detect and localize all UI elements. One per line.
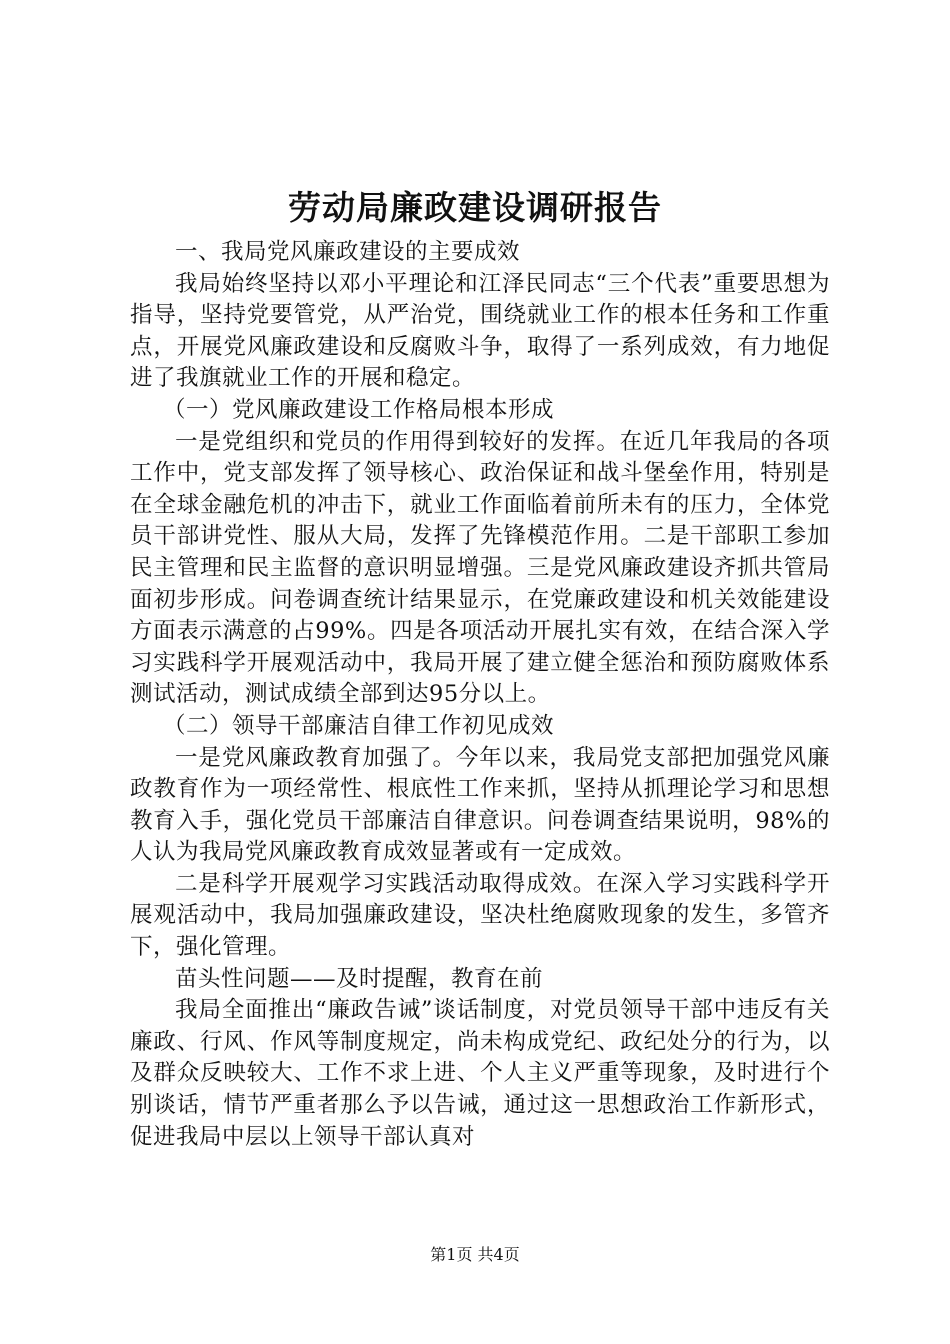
- paragraph: 二是科学开展观学习实践活动取得成效。在深入学习实践科学开展观活动中，我局加强廉政建设，坚决杜绝腐败现象的发生，多管齐下，强化管理。: [130, 870, 830, 961]
- subsection-heading: （一）党风廉政建设工作格局根本形成: [163, 396, 555, 423]
- paragraph: 一是党风廉政教育加强了。今年以来，我局党支部把加强党风廉政教育作为一项经常性、根底性工作来抓，坚持从抓理论学习和思想教育入手，强化党员干部廉洁自律意识。问卷调查结果说明，98%的人认为我局党风廉政教育成效显著或有一定成效。: [130, 744, 830, 866]
- paragraph: 一是党组织和党员的作用得到较好的发挥。在近几年我局的各项工作中，党支部发挥了领导核心、政治保证和战斗堡垒作用，特别是在全球金融危机的冲击下，就业工作面临着前所未有的压力，全体党员干部讲党性、服从大局，发挥了先锋模范作用。二是干部职工参加民主管理和民主监督的意识明显增强。三是党风廉政建设齐抓共管局面初步形成。问卷调查统计结果显示，在党廉政建设和机关效能建设方面表示满意的占99%。四是各项活动开展扎实有效，在结合深入学习实践科学开展观活动中，我局开展了建立健全惩治和预防腐败体系测试活动，测试成绩全部到达95分以上。: [130, 428, 830, 708]
- paragraph: 我局始终坚持以邓小平理论和江泽民同志“三个代表”重要思想为指导，坚持党要管党，从严治党，围绕就业工作的根本任务和工作重点，开展党风廉政建设和反腐败斗争，取得了一系列成效，有力地促进了我旗就业工作的开展和稳定。: [130, 270, 830, 392]
- section-heading: 一、我局党风廉政建设的主要成效: [175, 239, 521, 265]
- document-title: 劳动局廉政建设调研报告: [288, 188, 662, 227]
- subsection-heading: （二）领导干部廉洁自律工作初见成效: [163, 712, 555, 739]
- page-footer: 第1页 共4页: [430, 1245, 520, 1264]
- subsection-heading: 苗头性问题——及时提醒，教育在前: [175, 965, 544, 992]
- paragraph: 我局全面推出“廉政告诫”谈话制度，对党员领导干部中违反有关廉政、行风、作风等制度规定，尚未构成党纪、政纪处分的行为，以及群众反映较大、工作不求上进、个人主义严重等现象，及时进行个别谈话，情节严重者那么予以告诫，通过这一思想政治工作新形式，促进我局中层以上领导干部认真对: [130, 997, 830, 1150]
- document-body: [130, 237, 830, 1153]
